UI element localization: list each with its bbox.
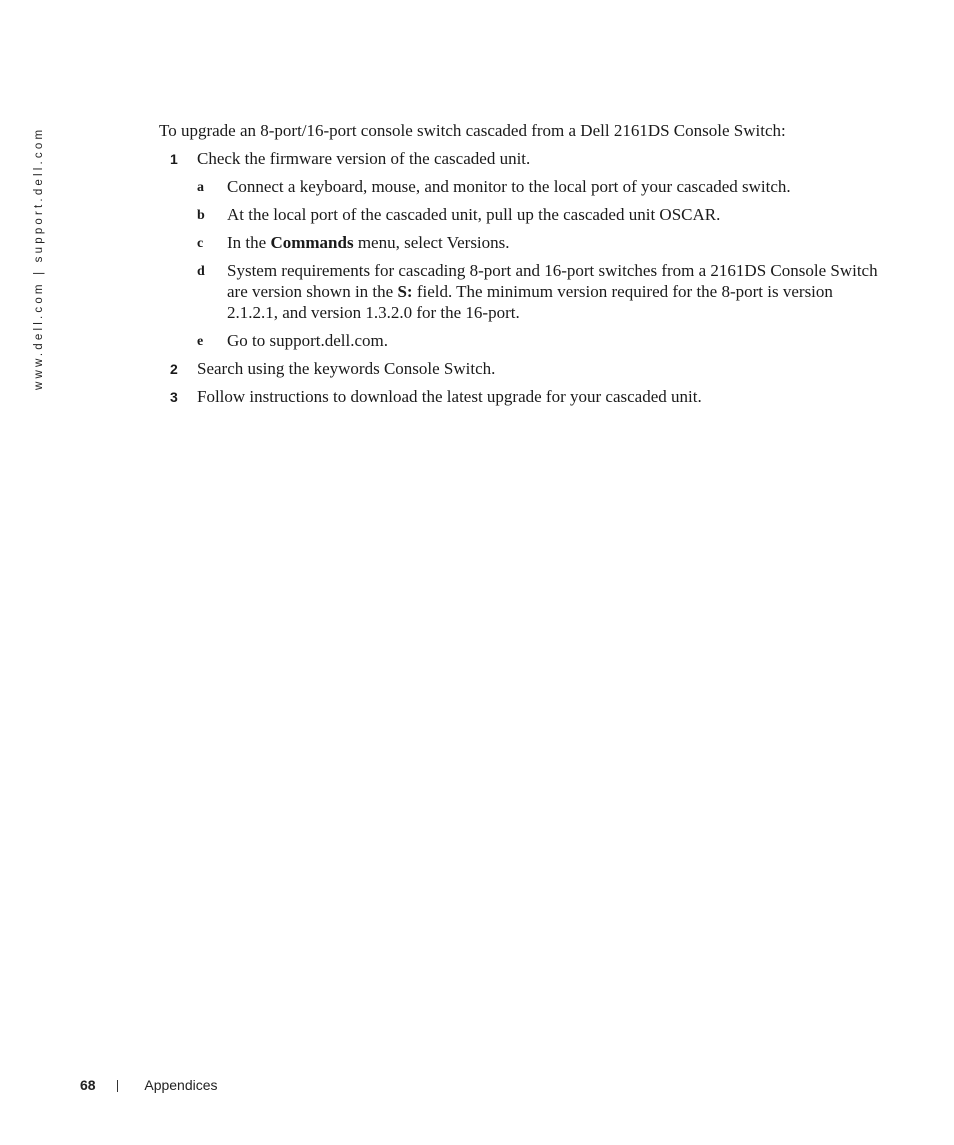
footer-section-title: Appendices <box>144 1077 218 1093</box>
substep-d <box>197 260 879 323</box>
footer-divider <box>117 1080 118 1092</box>
substep-text-pre: In the <box>227 233 271 252</box>
side-url: www.dell.com | support.dell.com <box>33 126 45 390</box>
step-text: Follow instructions to download the latest upgrade for your cascaded unit. <box>197 387 702 406</box>
commands-menu-name: Commands <box>270 233 354 252</box>
substep-text: Go to support.dell.com. <box>227 331 389 350</box>
main-content <box>159 120 879 414</box>
substep-letter: d <box>197 264 205 279</box>
substep-letter: a <box>197 180 204 195</box>
substep-a <box>197 176 879 197</box>
step-number: 3 <box>170 389 178 405</box>
substep-letter: e <box>197 334 204 349</box>
page-footer <box>80 1077 218 1093</box>
page-number: 68 <box>80 1077 96 1093</box>
step-text: Search using the keywords Console Switch. <box>197 359 496 378</box>
intro-paragraph: To upgrade an 8-port/16-port console switch cascaded from a Dell 2161DS Console Switch: <box>159 121 786 140</box>
substep-text: At the local port of the cascaded unit, pull up the cascaded unit OSCAR. <box>227 205 721 224</box>
step-3 <box>159 386 879 407</box>
substep-list <box>197 176 879 351</box>
step-1 <box>159 148 879 351</box>
step-text: Check the firmware version of the cascaded unit. <box>197 149 531 168</box>
substep-e <box>197 330 879 351</box>
substep-b <box>197 204 879 225</box>
step-number: 2 <box>170 361 178 377</box>
substep-text-post: field. The minimum version required for the 8-port is version 2.1.2.1, and version 1.3.2.0 for the 16-port. <box>227 282 833 322</box>
substep-text-post: menu, select Versions. <box>353 233 510 252</box>
s-field-name: S: <box>397 282 413 301</box>
step-2 <box>159 358 879 379</box>
substep-letter: c <box>197 236 204 251</box>
substep-text-pre: System requirements for cascading 8-port and 16-port switches from a 2161DS Console Switch are version shown in the <box>227 261 878 301</box>
substep-text: Connect a keyboard, mouse, and monitor to the local port of your cascaded switch. <box>227 177 791 196</box>
step-number: 1 <box>170 151 178 167</box>
substep-c <box>197 232 879 253</box>
substep-letter: b <box>197 208 205 223</box>
